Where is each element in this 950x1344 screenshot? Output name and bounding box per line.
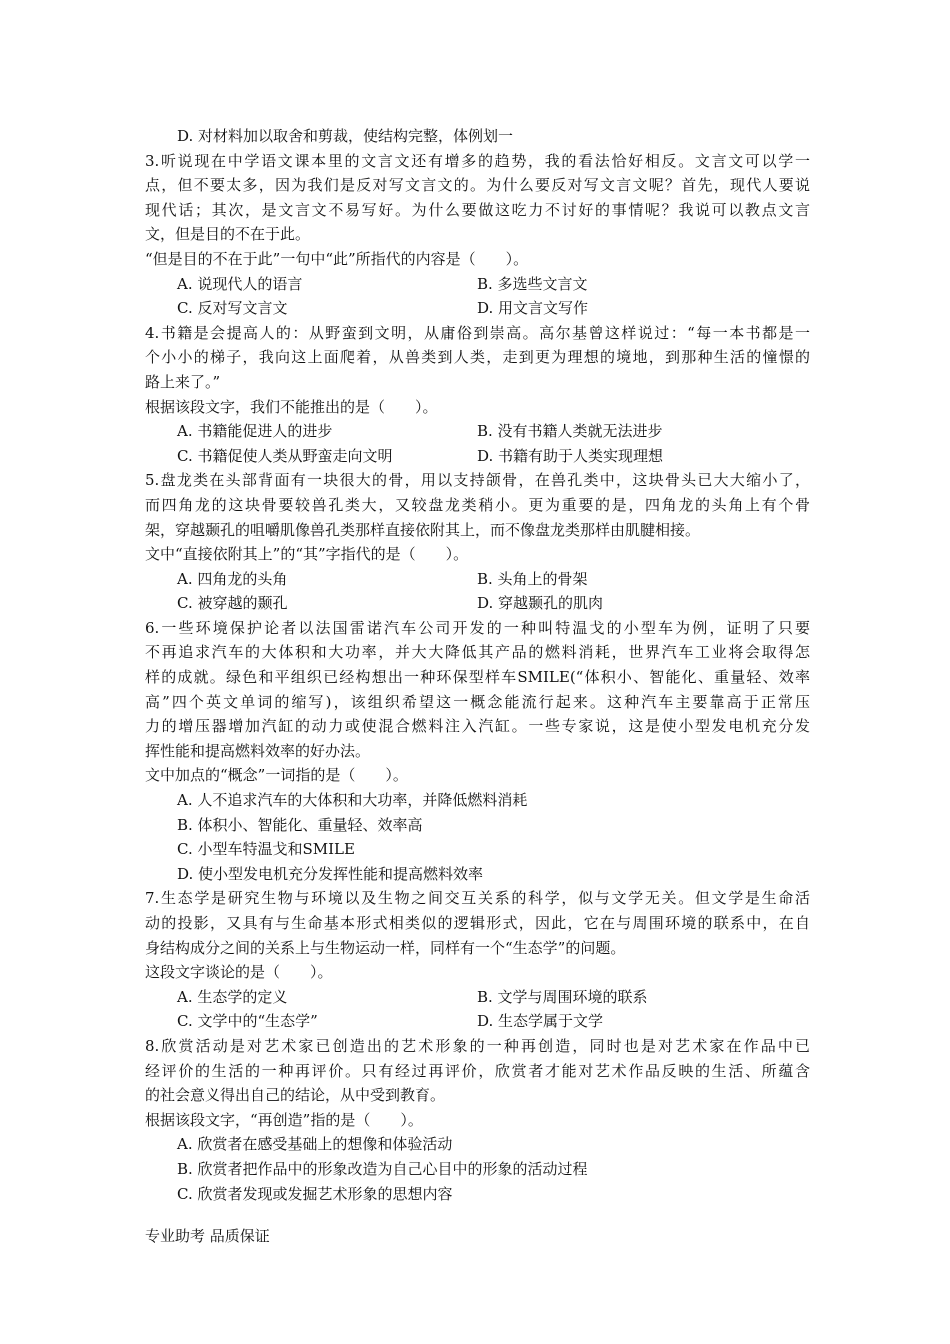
q3-options-row [145,272,810,297]
q8-option-b: B. 欣赏者把作品中的形象改造为自己心目中的形象的活动过程 [177,1159,588,1178]
question-8 [145,1034,810,1206]
q7-text-line: 7.生态学是研究生物与环境以及生物之间交互关系的科学，似与文学无关。但文学是生命活 [145,889,810,908]
q8-text-line: 的社会意义得出自己的结论，从中受到教育。 [145,1086,446,1105]
q7-option-a: A. 生态学的定义 [177,987,288,1006]
q8-prompt: 根据该段文字，“再创造”指的是（ ）。 [145,1110,423,1129]
q7-text-line: 身结构成分之间的关系上与生物运动一样，同样有一个“生态学”的问题。 [145,938,626,957]
q4-options-row [145,444,810,469]
q4-text-line: 路上来了。” [145,372,221,391]
q7-text-line: 动的投影，又具有与生命基本形式相类似的逻辑形式，因此，它在与周围环境的联系中，在自 [145,914,810,932]
q5-text-line: 架，穿越颞孔的咀嚼肌像兽孔类那样直接依附其上，而不像盘龙类那样由肌腱相接。 [145,520,701,539]
q4-option-d: D. 书籍有助于人类实现理想 [477,446,664,465]
q5-options-row [145,567,810,592]
q3-option-d: D. 用文言文写作 [477,299,589,318]
question-7 [145,886,810,1034]
question-list [145,124,810,1206]
q2-option-d: D. 对材料加以取舍和剪裁，使结构完整，体例划一 [177,127,514,145]
q4-prompt: 根据该段文字，我们不能推出的是（ ）。 [145,397,438,416]
q5-option-c: C. 被穿越的颞孔 [177,594,288,613]
q6-option-c: C. 小型车特温戈和SMILE [177,840,355,859]
q5-option-d: D. 穿越颞孔的肌肉 [477,594,604,613]
q7-options-row [145,985,810,1010]
q7-options-row [145,1009,810,1034]
q4-options-row [145,419,810,444]
q3-option-c: C. 反对写文言文 [177,299,288,318]
q6-option-a: A. 人不追求汽车的大体积和大功率，并降低燃料消耗 [177,791,528,810]
q4-option-c: C. 书籍促使人类从野蛮走向文明 [177,446,393,465]
q5-option-a: A. 四角龙的头角 [177,569,288,588]
q8-text-line: 经评价的生活的一种再评价。只有经过再评价，欣赏者才能对艺术作品反映的生活、所蕴含 [145,1061,810,1080]
q4-option-b: B. 没有书籍人类就无法进步 [477,422,663,441]
q3-text-line: 现代话；其次，是文言文不易写好。为什么要做这吃力不讨好的事情呢？我说可以教点文言 [145,200,810,219]
q4-text-line: 个小小的梯子，我向这上面爬着，从兽类到人类，走到更为理想的境地，到那种生活的憧憬的 [145,348,810,367]
q5-option-b: B. 头角上的骨架 [477,569,588,588]
q3-text-line: 点，但不要太多，因为我们是反对写文言文的。为什么要反对写文言文呢？首先，现代人要说 [145,176,810,195]
question-5 [145,468,810,616]
q5-text-line: 而四角龙的这块骨要较兽孔类大，又较盘龙类稍小。更为重要的是，四角龙的头角上有个骨 [145,495,810,514]
q6-text-line: 6.一些环境保护论者以法国雷诺汽车公司开发的一种叫特温戈的小型车为例，证明了只要 [145,618,810,637]
q6-text-line: 不再追求汽车的大体积和大功率，并大大降低其产品的燃料消耗，世界汽车工业将会取得怎 [145,643,810,662]
q7-option-d: D. 生态学属于文学 [477,1012,604,1031]
q7-option-c: C. 文学中的“生态学” [177,1012,318,1031]
q3-prompt: “但是目的不在于此”一句中“此”所指代的内容是（ ）。 [145,249,529,268]
q3-option-b: B. 多选些文言文 [477,274,588,293]
question-4 [145,321,810,469]
q6-option-b: B. 体积小、智能化、重量轻、效率高 [177,815,423,834]
q6-text-line: 力的增压器增加汽缸的动力或使混合燃料注入汽缸。一些专家说，这是使小型发电机充分发 [145,717,810,736]
q8-option-c: C. 欣赏者发现或发掘艺术形象的思想内容 [177,1184,453,1203]
q3-text-line: 文，但是目的不在于此。 [145,225,311,244]
q3-option-a: A. 说现代人的语言 [177,274,303,293]
q6-text-line: 样的成就。绿色和平组织已经构想出一种环保型样车SMILE(“体积小、智能化、重量轻、效率 [145,668,810,687]
q5-options-row [145,591,810,616]
question-6 [145,616,810,887]
q5-prompt: 文中“直接依附其上”的“其”字指代的是（ ）。 [145,545,469,564]
q7-option-b: B. 文学与周围环境的联系 [477,987,648,1006]
q6-text-line: 高”四个英文单词的缩写)，该组织希望这一概念能流行起来。这种汽车主要靠高于正常压 [145,692,810,711]
q8-option-a: A. 欣赏者在感受基础上的想像和体验活动 [177,1135,453,1154]
q4-text-line: 4.书籍是会提高人的：从野蛮到文明，从庸俗到崇高。高尔基曾这样说过：“每一本书都是一 [145,323,810,342]
q5-text-line: 5.盘龙类在头部背面有一块很大的骨，用以支持颌骨，在兽孔类中，这块骨头已大大缩小了， [145,471,810,490]
page-footer: 专业助考 品质保证 [145,1227,270,1245]
q6-prompt: 文中加点的“概念”一词指的是（ ）。 [145,766,408,785]
q4-option-a: A. 书籍能促进人的进步 [177,422,333,441]
q7-prompt: 这段文字谈论的是（ ）。 [145,963,333,982]
q6-text-line: 挥性能和提高燃料效率的好办法。 [145,741,371,760]
q8-text-line: 8.欣赏活动是对艺术家已创造出的艺术形象的一种再创造，同时也是对艺术家在作品中已 [145,1036,810,1055]
q3-text-line: 3.听说现在中学语文课本里的文言文还有增多的趋势，我的看法恰好相反。文言文可以学一 [145,151,810,170]
q3-options-row [145,296,810,321]
question-3 [145,149,810,321]
q6-option-d: D. 使小型发电机充分发挥性能和提高燃料效率 [177,864,484,883]
